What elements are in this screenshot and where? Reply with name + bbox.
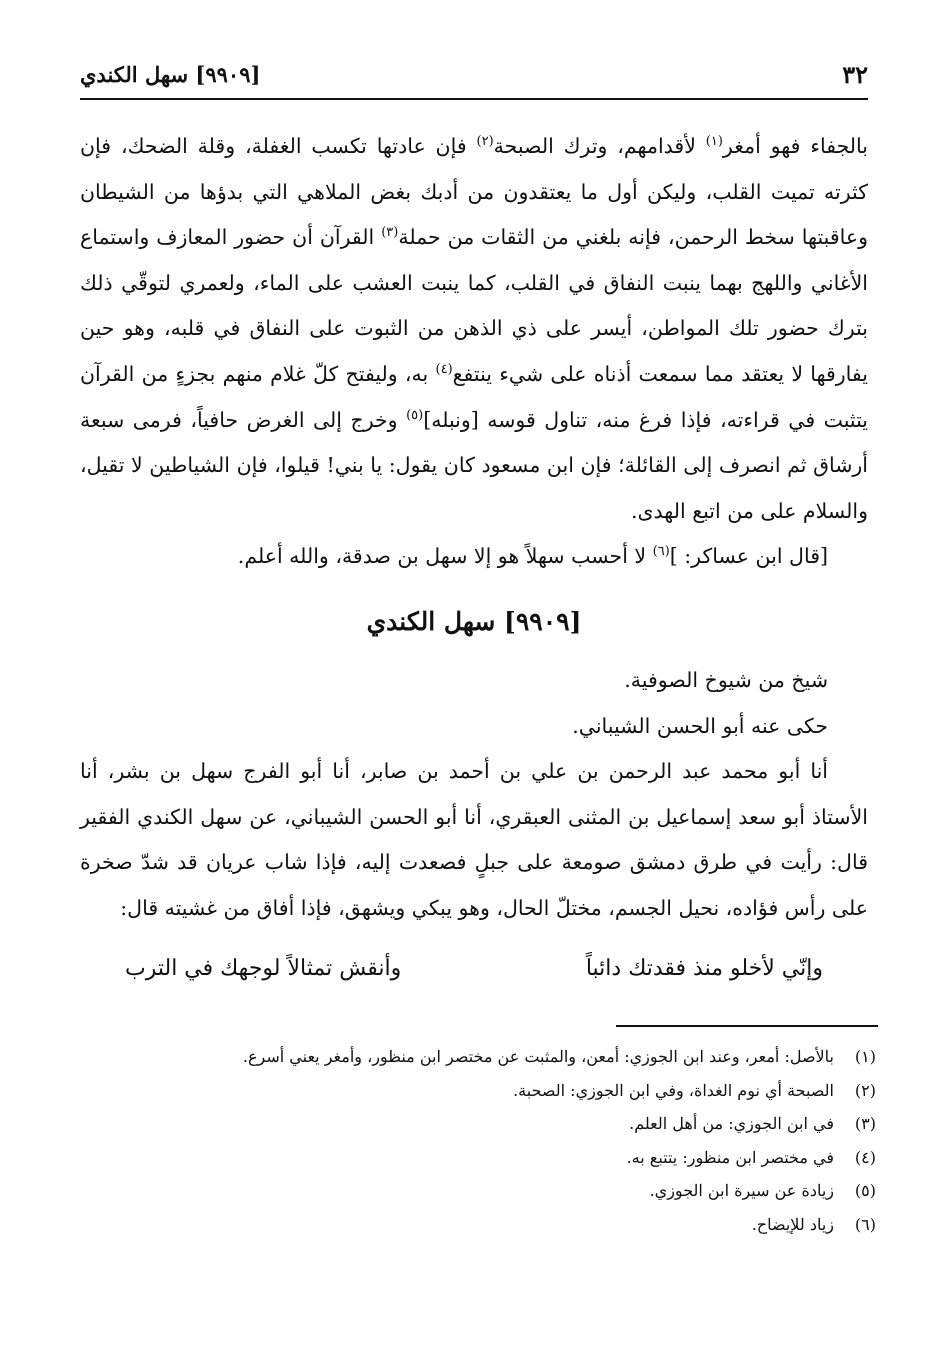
footnote-number: (٢) — [854, 1080, 876, 1100]
footnote-item — [80, 1208, 876, 1242]
footnote-item — [80, 1040, 876, 1074]
running-header — [80, 58, 868, 100]
footnote-number: (١) — [854, 1047, 876, 1066]
paragraph-narrator: حكى عنه أبو الحسن الشيباني. — [572, 713, 828, 738]
footnote-ref-6[interactable]: (٦) — [652, 544, 670, 560]
poetry-verse — [80, 944, 868, 994]
footnote-ref-1[interactable]: (١) — [705, 134, 723, 150]
paragraph-ibn-asakir: [قال ابن عساكر: ]$^{(٦)}$ لا أحسب سهلاً هو إلا سهل بن صدقة، والله أعلم. — [237, 544, 828, 569]
footnote-ref-2[interactable]: (٢) — [476, 134, 494, 150]
verse-first-hemistich: وإنّي لأخلو منذ فقدتك دائباً — [585, 955, 823, 981]
paragraph-description: شيخ من شيوخ الصوفية. — [624, 667, 828, 692]
footnote-number: (٣) — [854, 1114, 876, 1133]
footnote-divider — [616, 1025, 878, 1027]
footnote-number: (٤) — [854, 1147, 876, 1167]
footnote-ref-5[interactable]: (٥) — [406, 407, 424, 423]
header-title: [٩٩٠٩] سهل الكندي — [80, 62, 261, 87]
footnote-text: الصبحة أي نوم الغداة، وفي ابن الجوزي: الصحبة. — [513, 1080, 834, 1100]
section-title: [٩٩٠٩] سهل الكندي — [366, 606, 582, 636]
footnote-item — [80, 1107, 876, 1141]
footnote-ref-3[interactable]: (٣) — [381, 225, 399, 241]
paragraph-isnad: أنا أبو محمد عبد الرحمن بن علي بن أحمد بن صابر، أنا أبو الفرج سهل بن بشر، أنا الأستاذ أبو سعد إسماعيل بن المثنى العبقري، أنا أبو الحسن الشيباني، عن سهل الكندي الفقير قال: رأيت في طرق دمشق صومعة على جبلٍ فصعدت إليه، فإذا شاب عريان قد شدّ صخرة على رأس فؤاده، نحيل الجسم، مختلّ الحال، وهو يبكي ويشهق، فإذا أفاق من غشيته قال: — [80, 759, 868, 920]
footnote-item — [80, 1141, 876, 1175]
footnote-text: زيادة عن سيرة ابن الجوزي. — [649, 1181, 834, 1200]
page-number: ٣٢ — [842, 60, 868, 89]
footnotes — [80, 1040, 876, 1241]
footnote-item — [80, 1074, 876, 1108]
footnote-item — [80, 1174, 876, 1208]
main-text — [80, 124, 868, 994]
footnote-text: بالأصل: أمعر، وعند ابن الجوزي: أمعن، والمثبت عن مختصر ابن منظور، وأمغر يعني أسرع. — [242, 1047, 834, 1066]
footnote-text: في ابن الجوزي: من أهل العلم. — [629, 1114, 834, 1133]
footnote-text: زياد للإيضاح. — [751, 1214, 834, 1234]
footnote-ref-4[interactable]: (٤) — [435, 362, 453, 378]
paragraph-letter: بالجفاء فهو أمغر$^{(١)}$ لأقدامهم، وترك الصبحة$^{(٢)}$ فإن عادتها تكسب الغفلة، وقلة الضحك، فإن كثرته تميت القلب، وليكن أول ما يعتقدون من أدبك بغض الملاهي التي بدؤها من الشيطان وعاقبتها سخط الرحمن، فإنه بلغني من الثقات من حملة$^{(٣)}$ القرآن أن حضور المعازف واستماع الأغاني واللهج بهما ينبت النفاق في القلب، كما ينبت العشب على الماء، ولعمري لتوقّي ذلك بترك حضور تلك المواطن، أيسر على ذي الذهن من الثبوت على النفاق في قلبه، وهو حين يفارقها لا يعتقد مما سمعت أذناه على شيء ينتفع$^{(٤)}$ به، وليفتح كلّ غلام منهم بجزءٍ من القرآن يتثبت في قراءته، فإذا فرغ منه، تناول قوسه [ونبله]$^{(٥)}$ وخرج إلى الغرض حافياً، فرمى سبعة أرشاق ثم انصرف إلى القائلة؛ فإن ابن مسعود كان يقول: يا بني! قيلوا، فإن الشياطين لا تقيل، والسلام على من اتبع الهدى. — [80, 134, 869, 523]
footnote-number: (٦) — [854, 1214, 876, 1234]
footnote-number: (٥) — [854, 1181, 876, 1200]
footnote-text: في مختصر ابن منظور: يتتبع به. — [626, 1147, 834, 1167]
verse-second-hemistich: وأنقش تمثالاً لوجهك في الترب — [125, 955, 402, 981]
